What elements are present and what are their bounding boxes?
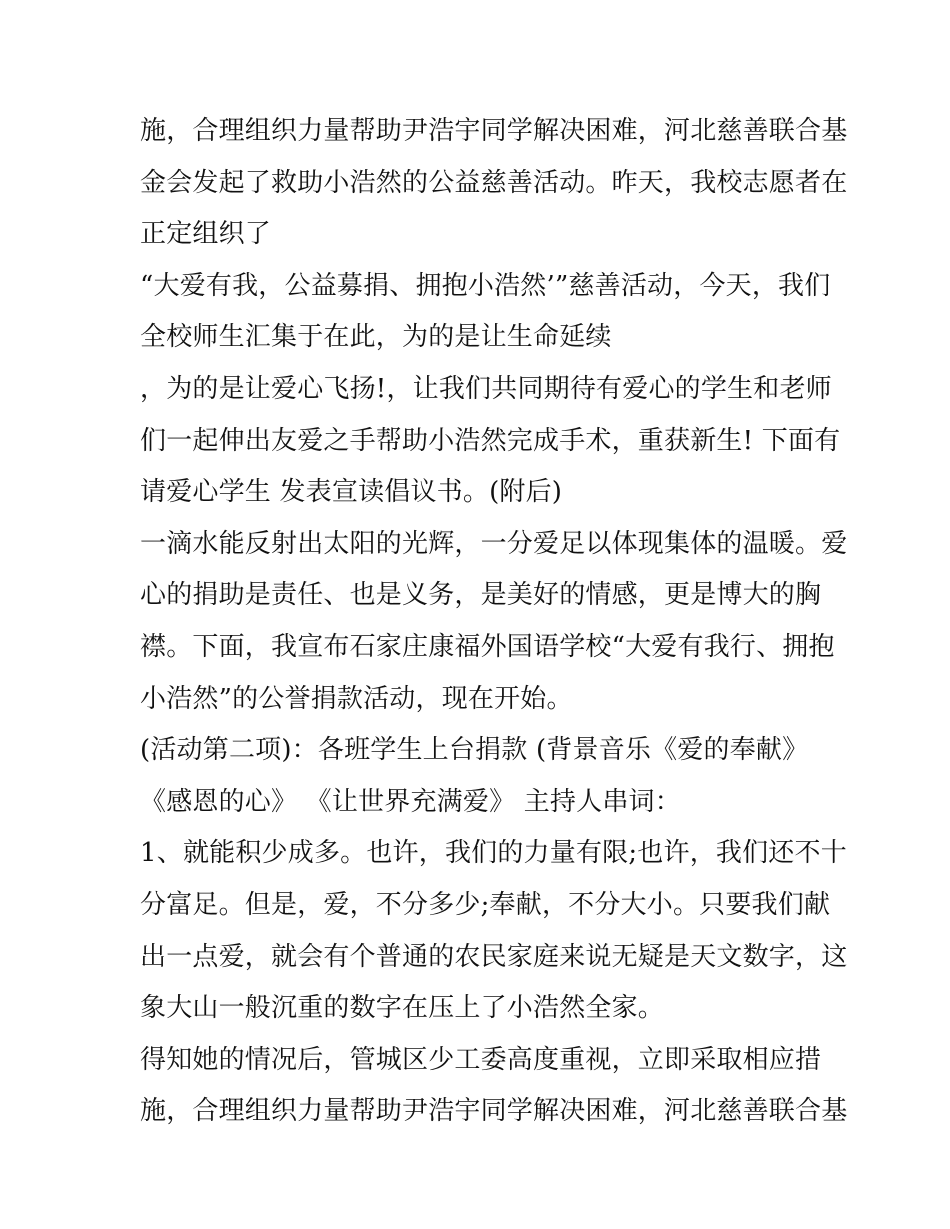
text-line: 们一起伸出友爱之手帮助小浩然完成手术，重获新生! 下面有 (140, 425, 841, 456)
text-line: 金会发起了救助小浩然的公益慈善活动。昨天，我校志愿者在 (140, 167, 848, 198)
text-line: “大爱有我，公益募捐、拥抱小浩然’”慈善活动，今天，我们 (140, 270, 831, 301)
text-line: 象大山一般沉重的数字在压上了小浩然全家。 (140, 993, 665, 1024)
text-line: 施，合理组织力量帮助尹浩宇同学解决困难，河北慈善联合基 (140, 116, 848, 146)
text-line: 出一点爱，就会有个普通的农民家庭来说无疑是天文数字，这 (140, 941, 848, 972)
text-line: 请爱心学生 发表宣读倡议书。(附后) (140, 477, 563, 508)
text-line: 小浩然”的公誉捐款活动，现在开始。 (140, 683, 573, 714)
body-text (140, 106, 848, 1138)
text-line: 施，合理组织力量帮助尹浩宇同学解决困难，河北慈善联合基 (140, 1096, 848, 1127)
text-line: 得知她的情况后，管城区少工委高度重视，立即采取相应措 (140, 1044, 822, 1075)
text-line: 一滴水能反射出太阳的光辉，一分爱足以体现集体的温暖。爱 (140, 528, 848, 559)
text-line: 《感恩的心》 《让世界充满爱》 主持人串词： (140, 786, 681, 817)
text-line: 正定组织了 (140, 219, 272, 250)
text-line: 分富足。但是，爱，不分多少;奉献，不分大小。只要我们献 (140, 889, 831, 920)
text-line: ，为的是让爱心飞扬!，让我们共同期待有爱心的学生和老师 (140, 373, 832, 404)
text-line: (活动第二项)：各班学生上台捐款 (背景音乐《爱的奉献》 (140, 735, 809, 766)
text-line: 襟。下面，我宣布石家庄康福外国语学校“大爱有我行、拥抱 (140, 631, 835, 662)
text-line: 全校师生汇集于在此，为的是让生命延续 (140, 322, 612, 353)
text-line: 心的捐助是责任、也是义务，是美好的情感，更是博大的胸 (140, 580, 822, 611)
text-line: 1、就能积少成多。也许，我们的力量有限;也许，我们还不十 (140, 838, 847, 869)
